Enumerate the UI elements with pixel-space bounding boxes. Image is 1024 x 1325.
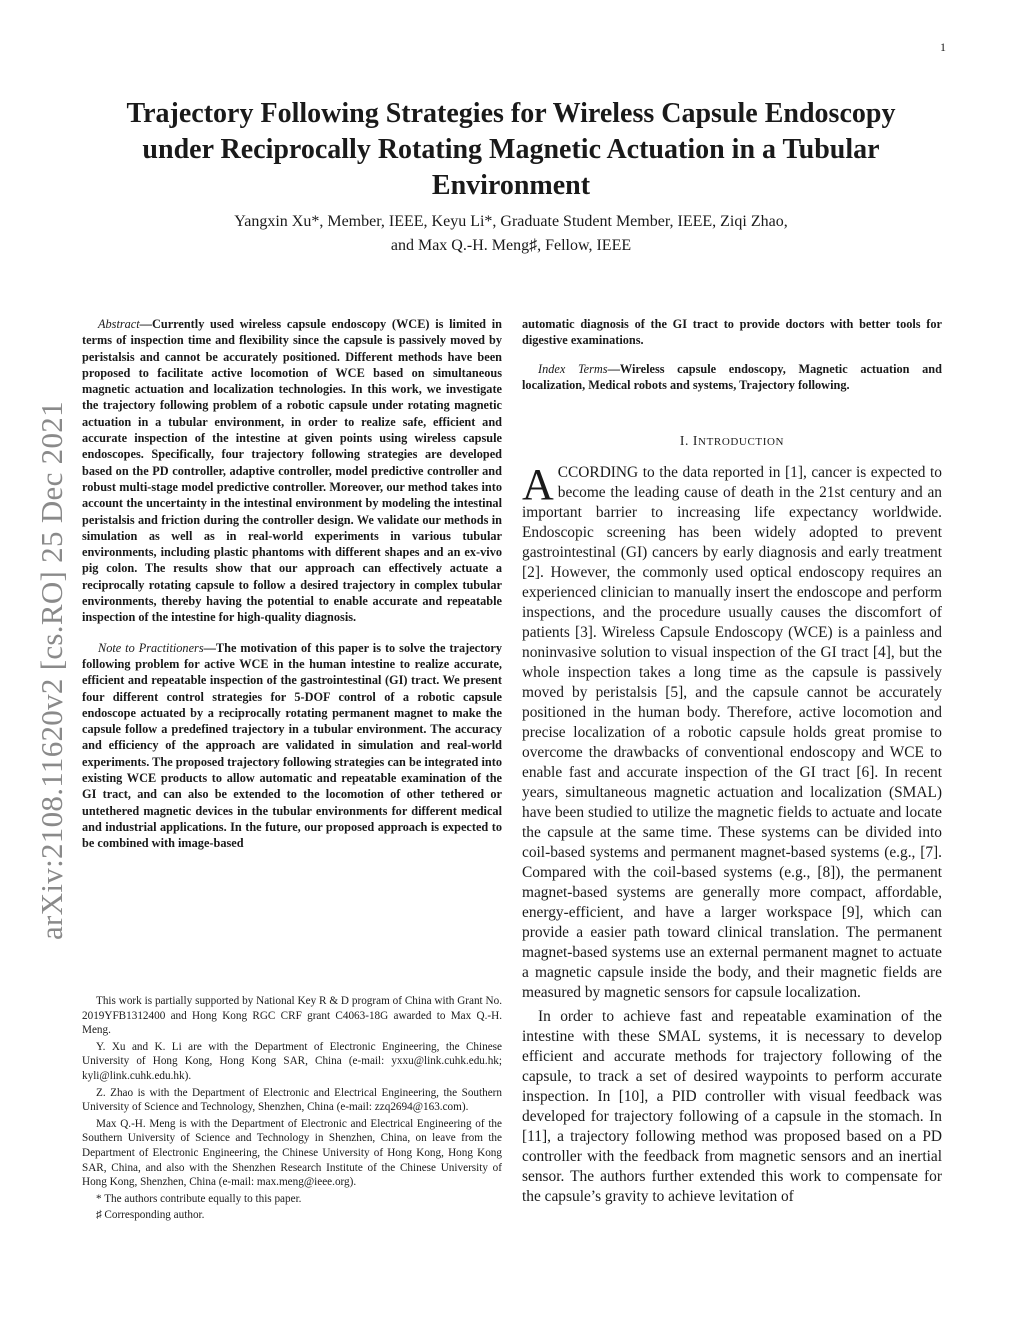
- abstract: [82, 316, 502, 626]
- abstract-label: Abstract: [98, 317, 140, 331]
- note-to-practitioners: [82, 640, 502, 852]
- index-terms-label: Index Terms: [538, 361, 608, 376]
- note-text: —The motivation of this paper is to solve the trajectory following problem for active WCE in the human intestine to realize accurate, efficient and repeatable inspection of the gastrointestinal (GI) tract. We present four different control strategies for 5-DOF control of a robotic capsule endoscope actuated by a reciprocally rotating permanent magnet to make the capsule follow a predefined trajectory in a tubular environment. The accuracy and efficiency of the approach are validated in simulation and real-world experiments. The proposed trajectory following strategies can be integrated into existing WCE products to allow automatic and repeatable examination of the GI tract, and can also be extended to the locomotion of other tethered or untethered magnetic devices in the tubular environments for different medical and industrial applications. In the future, our proposed approach is expected to be combined with image-based: [82, 640, 502, 851]
- author-line-2: and Max Q.-H. Meng♯, Fellow, IEEE: [390, 237, 632, 254]
- footnotes: [82, 994, 502, 1225]
- arxiv-identifier: arXiv:2108.11620v2 [cs.RO] 25 Dec 2021: [34, 401, 69, 940]
- footnote-funding: This work is partially supported by National Key R & D program of China with Grant No. 2019YFB1312400 and Hong Kong RGC CRF grant C4063-18G awarded to Max Q.-H. Meng.: [82, 995, 502, 1037]
- left-column: [82, 316, 502, 852]
- drop-cap: A: [522, 460, 554, 510]
- footnote-corresponding-author: ♯ Corresponding author.: [96, 1209, 205, 1222]
- note-continuation: automatic diagnosis of the GI tract to provide doctors with better tools for digestive examinations.: [522, 317, 942, 348]
- note-label: Note to Practitioners: [98, 640, 204, 655]
- intro-paragraph-2: In order to achieve fast and repeatable examination of the intestine with these SMAL systems, it is necessary to develop efficient and accurate methods for trajectory following of the capsule, to track a set of desired waypoints to perform accurate inspection. In [10], a PID controller with visual feedback was developed for trajectory following of a capsule in the stomach. In [11], a trajectory following method was proposed based on a PD controller with the feedback from magnetic sensors and an inertial sensor. The authors further extended this work to compensate for the capsule’s gravity to achieve levitation of: [522, 1008, 942, 1206]
- page-number: 1: [940, 40, 946, 54]
- abstract-text: —Currently used wireless capsule endoscopy (WCE) is limited in terms of inspection time and flexibility since the capsule is passively moved by peristalsis and cannot be accurately positioned. Different methods have been proposed to facilitate active locomotion of WCE based on simultaneous magnetic actuation and localization technologies. In this work, we investigate the trajectory following problem of a robotic capsule under rotating magnetic actuation in a tubular environment, in order to realize safe, efficient and accurate inspection of the intestine at given points using wireless capsule endoscopes. Specifically, four trajectory following strategies are developed based on the PD controller, adaptive controller, model predictive controller and robust multi-stage model predictive controller. Moreover, our method takes into account the uncertainty in the intestinal environment by modeling the intestinal peristalsis and friction during the controller design. We validate our methods in simulation as well as in real-world experiments in various tubular environments, including plastic phantoms with different shapes and an ex-vivo pig colon. The results show that our approach can effectively actuate a reciprocally rotating capsule to follow a desired trajectory in complex tubular environments, thereby having the potential to enable accurate and repeatable inspection of the intestine for high-quality diagnosis.: [82, 317, 502, 625]
- footnote-affiliation-meng: Max Q.-H. Meng is with the Department of Electronic and Electrical Engineering of the Southern University of Science and Technology in Shenzhen, China, on leave from the Department of Electronic Engineering, the Chinese University of Hong Kong, Hong Kong SAR, China, and also with the Shenzhen Research Institute of the Chinese University of Hong Kong, Shenzhen, China (e-mail: max.meng@ieee.org).: [82, 1117, 502, 1189]
- index-terms-text: —Wireless capsule endoscopy, Magnetic actuation and localization, Medical robots and systems, Trajectory following.: [522, 361, 942, 392]
- footnote-affiliation-xu-li: Y. Xu and K. Li are with the Department of Electronic Engineering, the Chinese University of Hong Kong, Hong Kong SAR, China (e-mail: yxxu@link.cuhk.edu.hk; kyli@link.cuhk.edu.hk).: [82, 1040, 502, 1082]
- footnote-equal-contribution: * The authors contribute equally to this paper.: [96, 1192, 302, 1205]
- author-list: [90, 210, 932, 258]
- right-column: [522, 316, 942, 1207]
- footnote-affiliation-zhao: Z. Zhao is with the Department of Electronic and Electrical Engineering, the Southern University of Science and Technology, Shenzhen, China (e-mail: zzq2694@163.com).: [82, 1086, 502, 1114]
- index-terms: [522, 361, 942, 394]
- section-heading-introduction: I. INTRODUCTION: [679, 433, 785, 449]
- paper-title: Trajectory Following Strategies for Wireless Capsule Endoscopy under Reciprocally Rotating Magnetic Actuation in a Tubular Environment: [126, 98, 896, 201]
- intro-paragraph-1: ACCORDING to the data reported in [1], cancer is expected to become the leading cause of death in the 21st century and an important barrier to increasing life expectancy worldwide. Endoscopic screening has been widely adopted to prevent gastrointestinal (GI) cancers by early diagnosis and early treatment [2]. However, the commonly used optical endoscopy requires an experienced clinician to manually insert the endoscope and perform inspections, and the procedure usually causes the discomfort of patients [3]. Wireless Capsule Endoscopy (WCE) is a painless and noninvasive solution to visual inspection of the GI tract [4], but the whole inspection takes a long time as the capsule is passively moved by peristalsis [5], and the capsule cannot be accurately positioned in the human body. Therefore, active locomotion and precise localization of a robotic capsule holds great promise to overcome the drawbacks of conventional endoscopy and WCE to enable fast and accurate inspection of the GI tract [6]. In recent years, simultaneous magnetic actuation and localization (SMAL) have been studied to utilize the magnetic fields to actuate and locate the capsule at the same time. These systems can be divided into coil-based systems and permanent magnet-based systems (e.g., [7]. Compared with the coil-based systems (e.g., [8]), the permanent magnet-based systems are generally more compact, affordable, energy-efficient, and have a larger workspace [9], which can provide a easier path toward clinical translation. The permanent magnet-based systems use an external permanent magnet to actuate a magnetic capsule inside the body, and their magnetic fields are measured by magnetic sensors for capsule localization.: [522, 460, 942, 1002]
- author-line-1: Yangxin Xu*, Member, IEEE, Keyu Li*, Graduate Student Member, IEEE, Ziqi Zhao,: [234, 213, 788, 230]
